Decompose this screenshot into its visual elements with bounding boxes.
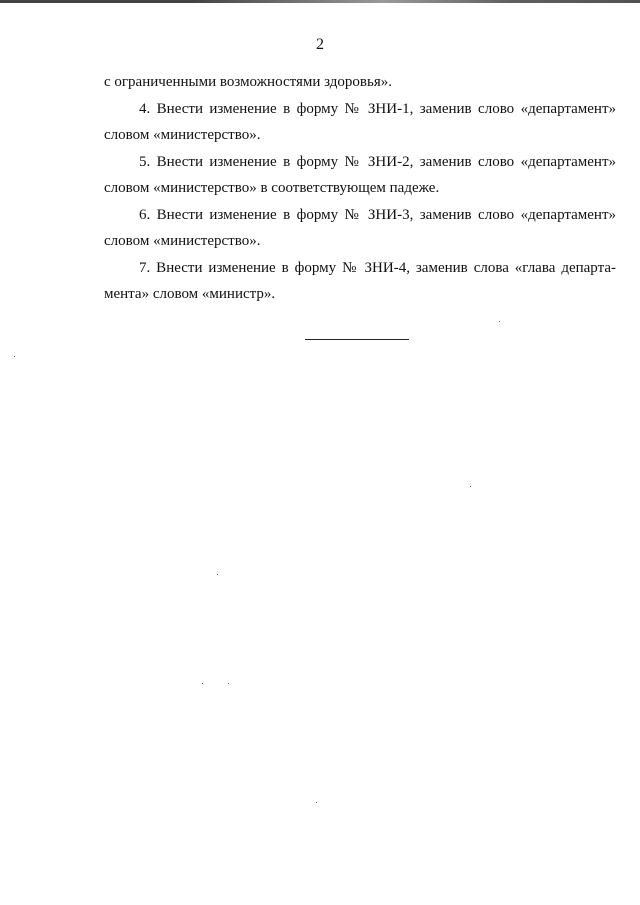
scan-speck [217, 574, 218, 575]
paragraph-3-tail: с ограниченными возможностями здоровья». [104, 74, 392, 90]
ending-rule [305, 339, 409, 340]
item-4-line-2: словом «министерство». [104, 127, 261, 143]
document-body [104, 69, 616, 308]
item-7-line-1: 7. Внести изменение в форму № ЗНИ-4, заменив слова «глава департа- [139, 259, 616, 276]
item-5-line-2: словом «министерство» в соответствующем падеже. [104, 180, 440, 196]
scan-speck [316, 802, 317, 803]
page-number: 2 [316, 36, 324, 53]
item-5-line-1: 5. Внести изменение в форму № ЗНИ-2, заменив слово «департамент» [139, 153, 616, 170]
scan-speck [14, 356, 15, 357]
item-6-line-2: словом «министерство». [104, 233, 261, 249]
scan-speck [202, 683, 203, 684]
scan-speck [228, 683, 229, 684]
scan-edge-line [0, 0, 640, 3]
scan-speck [499, 321, 500, 322]
scan-speck [470, 486, 471, 487]
item-4-line-1: 4. Внести изменение в форму № ЗНИ-1, заменив слово «департамент» [139, 100, 616, 117]
item-6-line-1: 6. Внести изменение в форму № ЗНИ-3, заменив слово «департамент» [139, 206, 616, 223]
item-7-line-2: мента» словом «министр». [104, 286, 276, 302]
